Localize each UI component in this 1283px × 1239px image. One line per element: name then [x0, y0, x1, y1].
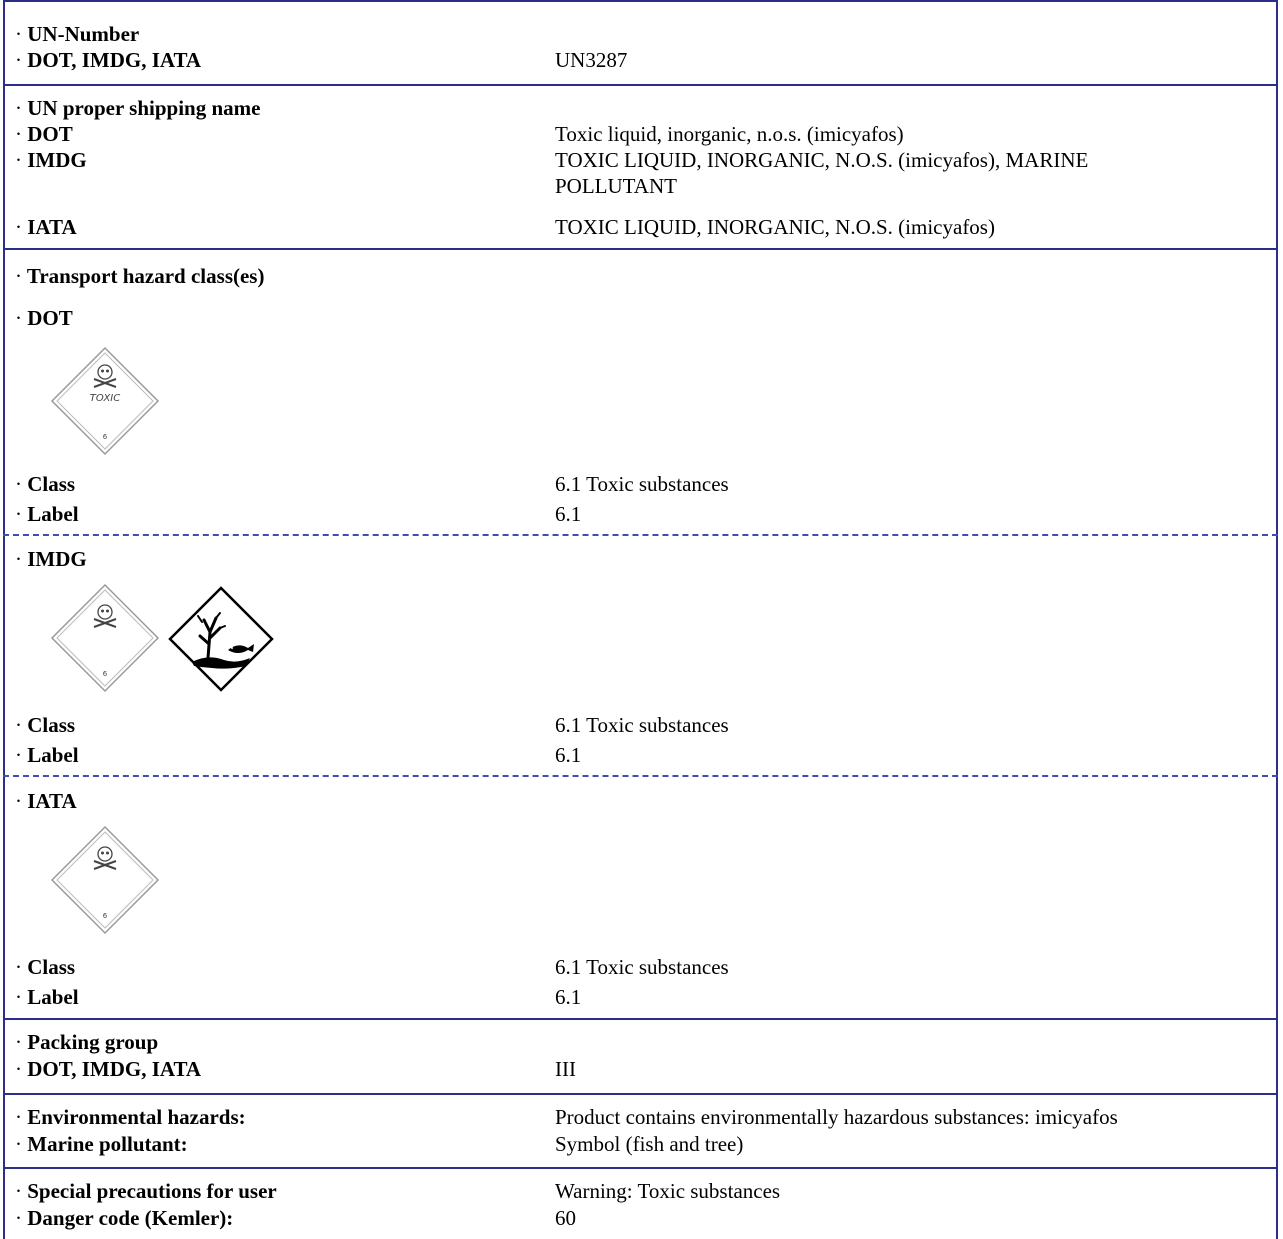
shipping-name-heading: UN proper shipping name	[27, 96, 261, 120]
iata-class-value: 6.1 Toxic substances	[555, 955, 729, 979]
shipping-name-iata-row: · IATA TOXIC LIQUID, INORGANIC, N.O.S. (imicyafos)	[15, 215, 995, 239]
shipping-name-imdg-row: · IMDG TOXIC LIQUID, INORGANIC, N.O.S. (imicyafos), MARINE	[15, 148, 1089, 172]
un-number-heading: UN-Number	[27, 22, 140, 46]
shipping-name-iata-value: TOXIC LIQUID, INORGANIC, N.O.S. (imicyafos)	[555, 215, 995, 239]
marine-pollutant-value: Symbol (fish and tree)	[555, 1132, 744, 1156]
packing-group-heading: Packing group	[27, 1030, 159, 1054]
section-divider	[3, 1167, 1278, 1169]
marine-pollutant-icon	[168, 586, 274, 692]
iata-label-row: · Label 6.1	[15, 985, 582, 1009]
imdg-class-row: · Class 6.1 Toxic substances	[15, 713, 729, 737]
packing-group-value: III	[555, 1057, 576, 1081]
imdg-label-value: 6.1	[555, 743, 582, 767]
hazard-class-heading: Transport hazard class(es)	[26, 264, 265, 288]
toxic-placard-icon	[50, 825, 160, 935]
shipping-name-dot-value: Toxic liquid, inorganic, n.o.s. (imicyafos)	[555, 122, 904, 146]
iata-label-value: 6.1	[555, 985, 582, 1009]
placard-text: TOXIC	[89, 393, 121, 404]
shipping-name-imdg-cont-row	[15, 173, 1275, 199]
imdg-class-value: 6.1 Toxic substances	[555, 713, 729, 737]
special-precautions-value: Warning: Toxic substances	[555, 1179, 781, 1203]
section-divider	[3, 1093, 1278, 1095]
shipping-name-imdg-value-cont: POLLUTANT	[555, 174, 677, 198]
dot-heading-row: · DOT	[15, 306, 73, 330]
packing-group-row: · DOT, IMDG, IATA III	[15, 1057, 576, 1081]
un-number-heading-row: · UN-Number	[15, 22, 140, 46]
shipping-name-dot-row: · DOT Toxic liquid, inorganic, n.o.s. (imicyafos)	[15, 122, 904, 146]
section-divider	[3, 248, 1278, 250]
special-precautions-row: · Special precautions for user Warning: Toxic substances	[15, 1179, 781, 1203]
environmental-hazards-row: · Environmental hazards: Product contains environmentally hazardous substances: imicyafos	[15, 1105, 1118, 1129]
un-number-key: DOT, IMDG, IATA	[27, 48, 202, 72]
toxic-placard-icon	[50, 583, 160, 693]
kemler-code-value: 60	[555, 1206, 576, 1230]
svg-text:6: 6	[102, 670, 108, 678]
dot-class-value: 6.1 Toxic substances	[555, 472, 729, 496]
section-divider	[3, 84, 1278, 86]
subsection-divider	[3, 775, 1278, 777]
shipping-name-imdg-value: TOXIC LIQUID, INORGANIC, N.O.S. (imicyafos), MARINE	[555, 148, 1089, 172]
dot-label-row: · Label 6.1	[15, 502, 582, 526]
packing-group-heading-row: · Packing group	[15, 1030, 159, 1054]
imdg-label-row: · Label 6.1	[15, 743, 582, 767]
shipping-name-heading-row: · UN proper shipping name	[15, 96, 261, 120]
un-number-value: UN3287	[555, 48, 628, 72]
subsection-divider	[3, 534, 1278, 536]
dot-label-value: 6.1	[555, 502, 582, 526]
iata-class-row: · Class 6.1 Toxic substances	[15, 955, 729, 979]
svg-text:6: 6	[102, 433, 108, 441]
hazard-class-heading-row: · Transport hazard class(es)	[15, 264, 265, 288]
iata-heading-row: · IATA	[15, 789, 77, 813]
environmental-hazards-value: Product contains environmentally hazardous substances: imicyafos	[555, 1105, 1118, 1129]
toxic-placard-icon	[50, 346, 160, 456]
dot-class-row: · Class 6.1 Toxic substances	[15, 472, 729, 496]
iata-heading: IATA	[27, 789, 77, 813]
section-divider	[3, 1018, 1278, 1020]
un-number-row: · DOT, IMDG, IATA UN3287	[15, 48, 628, 72]
svg-text:6: 6	[102, 912, 108, 920]
marine-pollutant-row: · Marine pollutant: Symbol (fish and tree)	[15, 1132, 744, 1156]
imdg-heading: IMDG	[27, 547, 87, 571]
kemler-code-row: · Danger code (Kemler): 60	[15, 1206, 576, 1230]
dot-heading: DOT	[27, 306, 73, 330]
imdg-heading-row: · IMDG	[15, 547, 87, 571]
